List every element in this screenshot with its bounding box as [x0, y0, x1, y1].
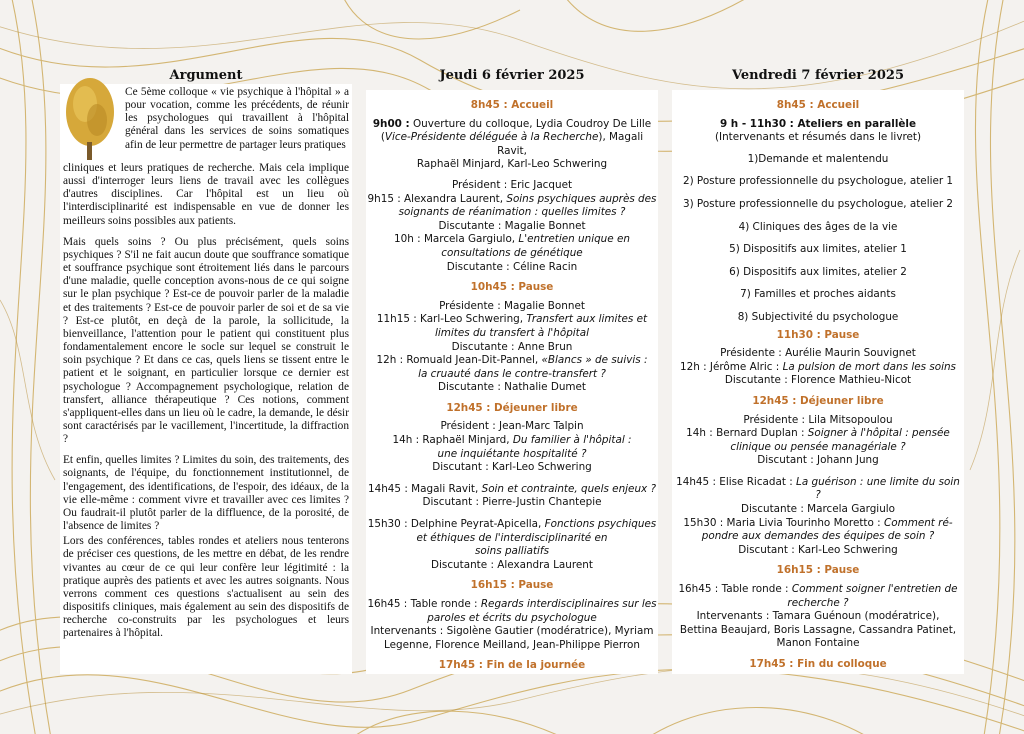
vendredi-s1-president: Présidente : Aurélie Maurin Souvignet: [720, 347, 916, 360]
vendredi-s2-talk1-title-a: Soigner à l'hôpital : pensée: [807, 427, 950, 440]
jeudi-open-time: 9h00 :: [372, 117, 410, 130]
jeudi-s3-discussant1: Discutant : Karl-Leo Schwering: [432, 461, 592, 474]
jeudi-session-1: [366, 179, 658, 274]
vendredi-tr-title-b: recherche ?: [787, 596, 849, 609]
vendredi-s1-discussant1: Discutante : Florence Mathieu-Nicot: [724, 374, 912, 387]
jeudi-s3-discussant3: Discutante : Alexandra Laurent: [431, 558, 593, 571]
jeudi-s3-talk1-title-b: une inquiétante hospitalité ?: [437, 447, 587, 460]
jeudi-fin: 17h45 : Fin de la journée: [438, 659, 586, 672]
jeudi-s3-discussant2: Discutant : Pierre-Justin Chantepie: [422, 496, 602, 509]
jeudi-s2-discussant1: Discutante : Anne Brun: [451, 340, 573, 353]
jeudi-dejeuner: 12h45 : Déjeuner libre: [446, 401, 578, 414]
vendredi-dejeuner: 12h45 : Déjeuner libre: [752, 394, 884, 407]
vendredi-s2-discussant3: Discutant : Karl-Leo Schwering: [738, 543, 898, 556]
jeudi-s2-talk2-title-a: «Blancs » de suivis :: [541, 354, 648, 367]
atelier-item: 4) Cliniques des âges de la vie: [738, 220, 898, 233]
jeudi-s2-talk1-title-a: Transfert aux limites et: [526, 313, 648, 326]
vendredi-s2-talk3-title-a: Comment ré-: [883, 516, 953, 529]
jeudi-session-3: [366, 420, 658, 572]
atelier-item: 5) Dispositifs aux limites, atelier 1: [729, 243, 907, 256]
jeudi-open-role: Vice-Présidente déléguée à la Recherche: [384, 131, 599, 144]
jeudi-accueil: 8h45 : Accueil: [470, 99, 554, 111]
jeudi-s3-talk2-speaker: 14h45 : Magali Ravit,: [368, 482, 482, 495]
jeudi-tr-title-a: Regards interdisciplinaires sur les: [480, 598, 657, 610]
vendredi-s2-talk1-title-b: clinique ou pensée managériale ?: [730, 440, 906, 453]
jeudi-s1-talk2-speaker: 10h : Marcela Gargiulo,: [394, 233, 519, 246]
vendredi-ateliers-header: [672, 118, 964, 145]
jeudi-s3-talk3-title-b: et éthiques de l'interdisciplinarité en: [416, 531, 608, 544]
vendredi-s2-discussant2: Discutante : Marcela Gargiulo: [740, 503, 896, 516]
vendredi-panel: [672, 90, 964, 674]
vendredi-table-ronde: [672, 583, 964, 651]
argument-paragraph-3: Et enfin, quelles limites ? Limites du soin, des traitements, des soignants, de l'équipe, du fonctionnement institutionnel, de l'engagement, des identifications, de l'espoir, des idéaux, de la vie elle-même : comment vivre et travailler avec ces limites ? Ou faudrait-il plutôt parler de la diffluence, de la porosité, de l'absence de limites ?: [63, 454, 349, 533]
jeudi-s1-talk2-title-b: consultations de génétique: [441, 246, 583, 259]
jeudi-tr-time: 16h45 : Table ronde :: [367, 598, 481, 610]
argument-panel: [60, 84, 352, 674]
vendredi-s2-discussant1: Discutant : Johann Jung: [757, 454, 879, 467]
jeudi-pause-1: 10h45 : Pause: [470, 281, 554, 294]
jeudi-table-ronde: [366, 598, 658, 652]
jeudi-s2-discussant2: Discutante : Nathalie Dumet: [437, 381, 586, 394]
tree-icon: [61, 74, 119, 162]
argument-title: Argument: [169, 68, 243, 83]
jeudi-panel: [366, 90, 658, 674]
jeudi-open-names1: ), Magali Ravit,: [497, 131, 644, 157]
jeudi-s1-talk1-title-b: soignants de réanimation : quelles limites ?: [398, 206, 626, 219]
vendredi-s1-talk1-speaker: 12h : Jérôme Alric :: [680, 360, 783, 373]
vendredi-tr-intervenants-2: Bettina Beaujard, Boris Lassagne, Cassandra Patinet,: [679, 623, 957, 636]
atelier-item: 8) Subjectivité du psychologue: [737, 310, 899, 323]
vendredi-ateliers-title: 9 h - 11h30 : Ateliers en parallèle: [719, 117, 917, 130]
vendredi-accueil: 8h45 : Accueil: [776, 99, 860, 111]
vendredi-title: Vendredi 7 février 2025: [732, 68, 904, 83]
jeudi-s2-president: Présidente : Magalie Bonnet: [439, 299, 585, 312]
argument-p1-line4: général dans les services de soins somatiques afin: [125, 125, 349, 151]
vendredi-tr-title-a: Comment soigner l'entretien de: [791, 583, 958, 596]
vendredi-fin: 17h45 : Fin du colloque: [749, 658, 887, 670]
vendredi-s2-talk2-speaker: 14h45 : Elise Ricadat :: [676, 475, 797, 488]
jeudi-s2-talk1-speaker: 11h15 : Karl-Leo Schwering,: [376, 313, 527, 326]
jeudi-open-names2: Raphaël Minjard, Karl-Leo Schwering: [416, 158, 608, 171]
argument-p1-line3: les psychologues qui travaillent à l'hôpital: [125, 112, 349, 125]
jeudi-s1-president: Président : Eric Jacquet: [451, 178, 573, 191]
jeudi-s3-talk3-speaker: 15h30 : Delphine Peyrat-Apicella,: [367, 518, 545, 531]
argument-paragraph-4: Lors des conférences, tables rondes et ateliers nous tenterons de préciser ces questions, de les mettre en débat, de les rendre vivantes au cœur de ce qui leur confère leur légitimité : la pratique auprès des patients et avec les autres soignants. Nous verrons comment ces questions s'actualisent au sein des dispositifs cliniques, mais également au sein des dispositifs de recherche co-construits par les psychologues et leurs partenaires à l'hôpital.: [63, 535, 349, 640]
argument-p1-rest: cliniques et leurs pratiques de recherche. Mais cela implique aussi d'interroger leurs liens de travail avec les collègues d'autres disciplines. Car l'hôpital est un lieu où l'interdisciplinarité est indispensable en vue de donner les meilleurs soins possibles aux patients.: [63, 162, 349, 227]
jeudi-s3-talk2-title: Soin et contrainte, quels enjeux ?: [481, 482, 656, 495]
jeudi-s1-talk1-speaker: 9h15 : Alexandra Laurent,: [367, 192, 507, 205]
argument-p1-line2: pour vocation, comme les précédents, de réunir: [125, 99, 349, 112]
jeudi-tr-intervenants-2: Legenne, Florence Meilland, Jean-Philippe Pierron: [384, 638, 640, 651]
jeudi-s3-talk1-title-a: Du familier à l'hôpital :: [512, 434, 632, 447]
argument-p1-line1: Ce 5ème colloque « vie psychique à l'hôpital » a: [125, 86, 349, 98]
vendredi-s1-talk1-title: La pulsion de mort dans les soins: [782, 360, 956, 373]
jeudi-s3-president: Président : Jean-Marc Talpin: [440, 420, 584, 433]
jeudi-s1-discussant1: Discutante : Magalie Bonnet: [438, 219, 586, 232]
jeudi-s3-talk3-title-a: Fonctions psychiques: [544, 518, 657, 531]
vendredi-session-2: [672, 414, 964, 558]
vendredi-pause-1: 11h30 : Pause: [776, 328, 860, 341]
jeudi-s3-talk1-speaker: 14h : Raphaël Minjard,: [392, 434, 513, 447]
atelier-item: 3) Posture professionnelle du psychologue, atelier 2: [682, 197, 954, 210]
jeudi-s3-talk3-title-c: soins palliatifs: [475, 545, 549, 558]
jeudi-s2-talk2-speaker: 12h : Romuald Jean-Dit-Pannel,: [376, 354, 542, 367]
jeudi-ouverture: 9h00 : Ouverture du colloque, Lydia Coudroy De Lille (Vice-Présidente déléguée à la Recherche), Magali Ravit, Raphaël Minjard, Karl-Leo Schwering: [372, 117, 652, 171]
vendredi-s2-president: Présidente : Lila Mitsopoulou: [743, 413, 893, 426]
jeudi-s2-talk2-title-b: la cruauté dans le contre-transfert ?: [418, 367, 606, 380]
vendredi-s2-talk2-title: La guérison : une limite du soin ?: [796, 475, 960, 502]
vendredi-pause-2: 16h15 : Pause: [776, 564, 860, 577]
vendredi-ateliers-subtitle: (Intervenants et résumés dans le livret): [714, 131, 922, 144]
atelier-item: 6) Dispositifs aux limites, atelier 2: [729, 265, 907, 278]
vendredi-tr-intervenants-3: Manon Fontaine: [776, 637, 860, 650]
jeudi-pause-2: 16h15 : Pause: [470, 579, 554, 592]
vendredi-session-1: [672, 347, 964, 388]
jeudi-tr-title-b: paroles et écrits du psychologue: [427, 611, 597, 624]
jeudi-s1-talk1-title-a: Soins psychiques auprès des: [506, 192, 657, 205]
jeudi-tr-intervenants-1: Intervenants : Sigolène Gautier (modératrice), Myriam: [370, 625, 654, 638]
argument-paragraph-2: Mais quels soins ? Ou plus précisément, quels soins psychiques ? S'il ne fait aucun doute que souffrance somatique et souffrance psychique sont étroitement liés dans le parcours d'une maladie, quelle conception avons-nous de ce qui soigne sur le plan psychique ? Est-ce de pouvoir parler de la maladie et des traitements ? Est-ce de pouvoir parler de soi et de sa vie ? Est-ce plutôt, en deçà de la parole, la sollicitude, la bienveillance, l'attention pour le patient qui constituent plus fondamentalement encore le socle sur lequel se construit le soin psychique ? Et dans ce cas, quels liens se tissent entre le patient et le soignant, en particulier lorsque ce dernier est psychologue ? Accompagnement psychologique, relation de transfert, alliance thérapeutique ? Ces notions, comment s'appliquent-elles dans un lieu où le cadre, la demande, le désir sont caractérisés par le vacillement, l'incertitude, la diffraction ?: [63, 235, 349, 446]
jeudi-s1-discussant2: Discutante : Céline Racin: [446, 260, 578, 273]
vendredi-tr-time: 16h45 : Table ronde :: [678, 583, 792, 596]
vendredi-s2-talk3-speaker: 15h30 : Maria Livia Tourinho Moretto :: [683, 516, 884, 529]
atelier-item: 1)Demande et malentendu: [747, 152, 889, 165]
vendredi-s2-talk3-title-b: pondre aux demandes des équipes de soin ?: [701, 530, 935, 543]
argument-p1-line5: de leur permettre de partager leurs pratiques: [145, 138, 346, 151]
atelier-item: 7) Familles et proches aidants: [740, 288, 896, 301]
atelier-item: 2) Posture professionnelle du psychologue, atelier 1: [682, 175, 954, 188]
jeudi-s2-talk1-title-b: limites du transfert à l'hôpital: [434, 326, 590, 339]
jeudi-title: Jeudi 6 février 2025: [439, 68, 585, 83]
vendredi-tr-intervenants-1: Intervenants : Tamara Guénoun (modératrice),: [696, 610, 940, 623]
jeudi-s1-talk2-title-a: L'entretien unique en: [518, 233, 630, 246]
vendredi-s2-talk1-speaker: 14h : Bernard Duplan :: [686, 427, 808, 440]
jeudi-session-2: [366, 300, 658, 395]
jeudi-open-text: Ouverture du colloque, Lydia Coudroy De Lille: [409, 117, 652, 130]
